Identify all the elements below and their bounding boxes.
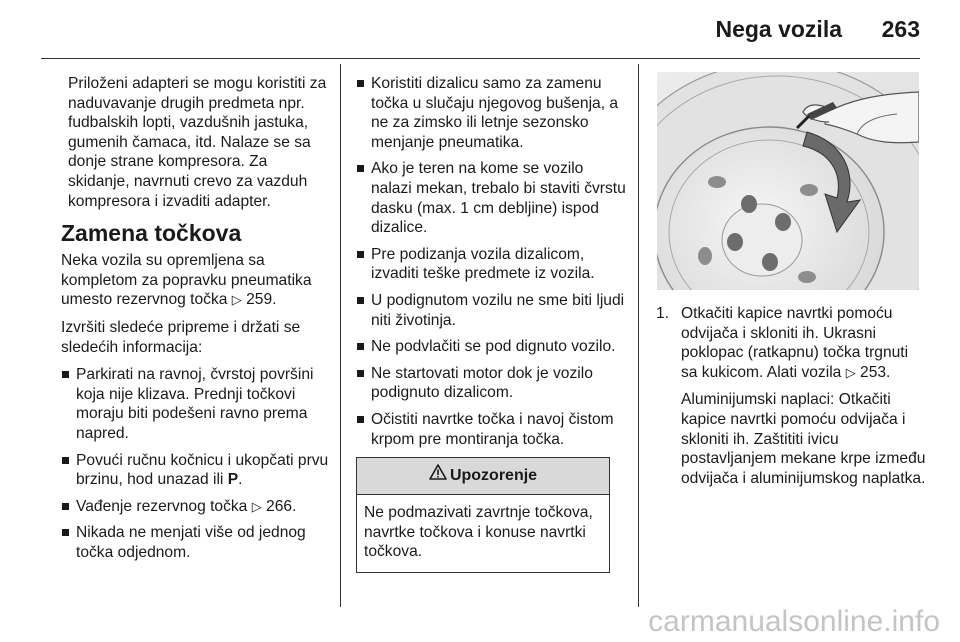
safety-list: [356, 74, 626, 449]
list-item: Ako je teren na kome se vozilo nalazi mekan, trebalo bi staviti čvrstu dasku (max. 1 cm debljine) ispod dizalice.: [356, 159, 626, 237]
page-reference-link[interactable]: 253.: [860, 363, 891, 381]
warning-header: [357, 458, 609, 495]
list-item: Nikada ne menjati više od jednog točka odjednom.: [61, 523, 329, 562]
warning-box: [356, 457, 610, 573]
bullet-square-icon: [62, 529, 69, 536]
bullet-square-icon: [357, 297, 364, 304]
preparation-paragraph: Izvršiti sledeće pripreme i držati se sledećih informacija:: [61, 318, 301, 356]
column-3: [656, 304, 926, 496]
bullet-square-icon: [357, 80, 364, 87]
bullet-square-icon: [357, 370, 364, 377]
list-item: [656, 304, 926, 488]
watermark: carmanualsonline.info: [648, 605, 940, 638]
bullet-square-icon: [357, 251, 364, 258]
bullet-square-icon: [62, 457, 69, 464]
list-item: U podignutom vozilu ne sme biti ljudi niti životinja.: [356, 291, 626, 330]
column-2: [356, 74, 626, 573]
wheel-cover-illustration: [657, 72, 919, 290]
step-number: 1.: [656, 305, 670, 322]
page-reference-link[interactable]: 266.: [266, 497, 297, 515]
column-divider-2: [638, 64, 639, 607]
bullet-square-icon: [357, 343, 364, 350]
list-item: Pre podizanja vozila dizalicom, izvaditi teške predmete iz vozila.: [356, 245, 626, 284]
repair-kit-paragraph: Neka vozila su opremljena sa kompletom za popravku pneumatika umesto rezervnog točka ▷ 259.: [61, 252, 312, 309]
warning-title: Upozorenje: [449, 467, 538, 485]
reference-arrow-icon: ▷: [845, 364, 856, 380]
list-item: Povući ručnu kočnicu i ukopčati prvu brzinu, hod unazad ili P.: [61, 451, 329, 490]
header-rule: [41, 58, 920, 59]
page-number: 263: [881, 16, 920, 42]
column-1: [61, 74, 329, 569]
bullet-square-icon: [357, 165, 364, 172]
list-item: Koristiti dizalicu samo za zamenu točka u slučaju njegovog bušenja, a ne za zimsko ili letnje sezonsko menjanje pneumatika.: [356, 74, 626, 152]
list-item: Parkirati na ravnoj, čvrstoj površini koja nije klizava. Prednji točkovi moraju biti podešeni ravno prema napred.: [61, 365, 329, 443]
steps-list: [656, 304, 926, 488]
reference-arrow-icon: ▷: [231, 292, 242, 308]
list-item: Vađenje rezervnog točka ▷ 266.: [61, 497, 329, 517]
page-reference-link[interactable]: 259.: [246, 291, 277, 309]
section-title: Nega vozila: [715, 16, 842, 42]
list-item: Očistiti navrtke točka i navoj čistom krpom pre montiranja točka.: [356, 410, 626, 449]
bullet-square-icon: [357, 416, 364, 423]
list-item: Ne startovati motor dok je vozilo podignuto dizalicom.: [356, 364, 626, 403]
wheel-change-heading: Zamena točkova: [61, 220, 242, 247]
warning-triangle-icon: [429, 458, 447, 494]
preparation-list: [61, 365, 329, 562]
reference-arrow-icon: ▷: [251, 498, 262, 514]
list-item: Ne podvlačiti se pod dignuto vozilo.: [356, 337, 626, 357]
step-note: Aluminijumski naplaci: Otkačiti kapice navrtki pomoću odvijača i skloniti ih. Zaštititi ivicu postavljanjem mekane krpe između odvijača i aluminijumskog naplatka.: [681, 391, 926, 487]
warning-text: Ne podmazivati zavrtnje točkova, navrtke točkova i konuse navrtki točkova.: [364, 504, 593, 561]
bullet-square-icon: [62, 503, 69, 510]
bullet-square-icon: [62, 371, 69, 378]
step-text: Otkačiti kapice navrtki pomoću odvijača i skloniti ih. Ukrasni poklopac (ratkapnu) točka trgnuti sa kukicom. Alati vozila ▷ 253.: [681, 305, 909, 381]
page-header: [0, 0, 960, 60]
adapter-paragraph: Priloženi adapteri se mogu koristiti za naduvavanje drugih predmeta npr. fudbalskih lopti, vazdušnih jastuka, gumenih čamaca, itd. Nalaze se sa donje strane kompresora. Za skidanje, navrnuti crevo za vazduh kompresora i izvaditi adapter.: [68, 75, 327, 210]
column-divider-1: [340, 64, 341, 607]
